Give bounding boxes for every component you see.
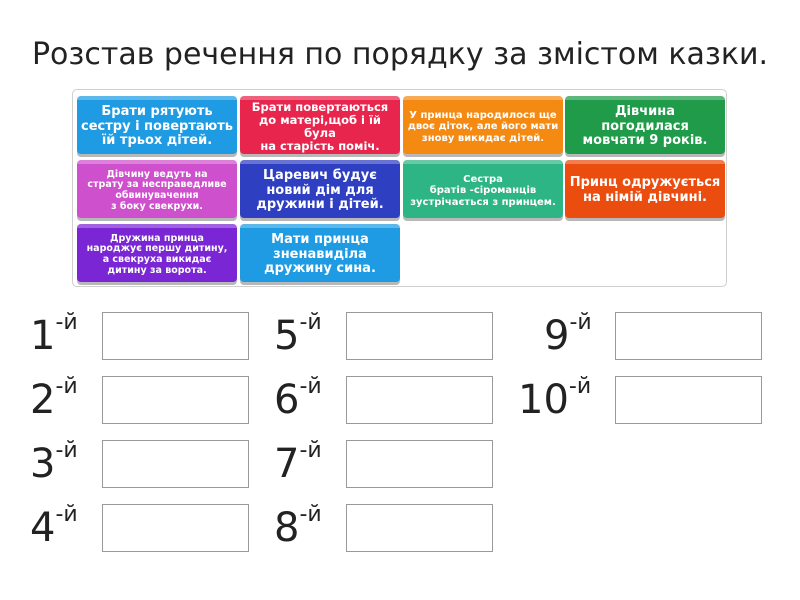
tile-two-more-children[interactable]: [403, 96, 563, 154]
slot-label-1: $1^{-й}$: [30, 310, 78, 359]
answer-slot-5[interactable]: [346, 312, 493, 360]
tile-mother-hates-wife[interactable]: [240, 224, 400, 282]
slot-label-2: $2^{-й}$: [30, 374, 78, 423]
tile-label: Дівчина погодилася мовчати 9 років.: [582, 104, 708, 149]
slot-label-6: $6^{-й}$: [274, 374, 322, 423]
tile-label: Брати повертаються до матері,щоб і їй була на старість поміч.: [251, 100, 389, 153]
slot-label-5: $5^{-й}$: [274, 310, 322, 359]
tile-label: Брати рятують сестру і повертають їй трьох дітей.: [81, 104, 234, 149]
tile-label: Дівчину ведуть на страту за несправедливе обвинувачення з боку свекрухи.: [87, 168, 227, 212]
answer-slot-6[interactable]: [346, 376, 493, 424]
slot-label-4: $4^{-й}$: [30, 502, 78, 551]
tile-pool: [72, 89, 727, 287]
tile-prince-builds-house[interactable]: [240, 160, 400, 218]
tile-first-child-born[interactable]: [77, 224, 237, 282]
answer-slot-8[interactable]: [346, 504, 493, 552]
tile-sister-meets-prince[interactable]: [403, 160, 563, 218]
answer-slot-2[interactable]: [102, 376, 249, 424]
slot-label-10: $10^{-й}$: [518, 374, 592, 423]
tile-girl-to-execution[interactable]: [77, 160, 237, 218]
slot-label-9: $9^{-й}$: [544, 310, 592, 359]
tile-label: Царевич будує новий дім для дружини і дітей.: [256, 168, 384, 213]
answer-slot-3[interactable]: [102, 440, 249, 488]
answer-slot-10[interactable]: [615, 376, 762, 424]
page-title: Розстав речення по порядку за змістом казки.: [31, 37, 769, 72]
tile-girl-agreed-silence[interactable]: [565, 96, 725, 154]
tile-label: Сестра братів -сіроманців зустрічається з принцем.: [410, 174, 556, 208]
tile-brothers-return[interactable]: [240, 96, 400, 154]
tile-label: Принц одружується на німій дівчині.: [569, 175, 721, 205]
tile-label: У принца народилося ще двоє діток, але його мати знову викидає дітей.: [407, 110, 559, 144]
slot-label-8: $8^{-й}$: [274, 502, 322, 551]
answer-slot-9[interactable]: [615, 312, 762, 360]
slot-label-3: $3^{-й}$: [30, 438, 78, 487]
tile-label: Дружина принца народжує першу дитину, а свекруха викидає дитину за ворота.: [86, 232, 228, 276]
tile-brothers-rescue[interactable]: [77, 96, 237, 154]
answer-slot-1[interactable]: [102, 312, 249, 360]
tile-prince-marries[interactable]: [565, 160, 725, 218]
answer-slot-7[interactable]: [346, 440, 493, 488]
tile-label: Мати принца зненавиділа дружину сина.: [264, 232, 376, 277]
slot-label-7: $7^{-й}$: [274, 438, 322, 487]
answer-slot-4[interactable]: [102, 504, 249, 552]
